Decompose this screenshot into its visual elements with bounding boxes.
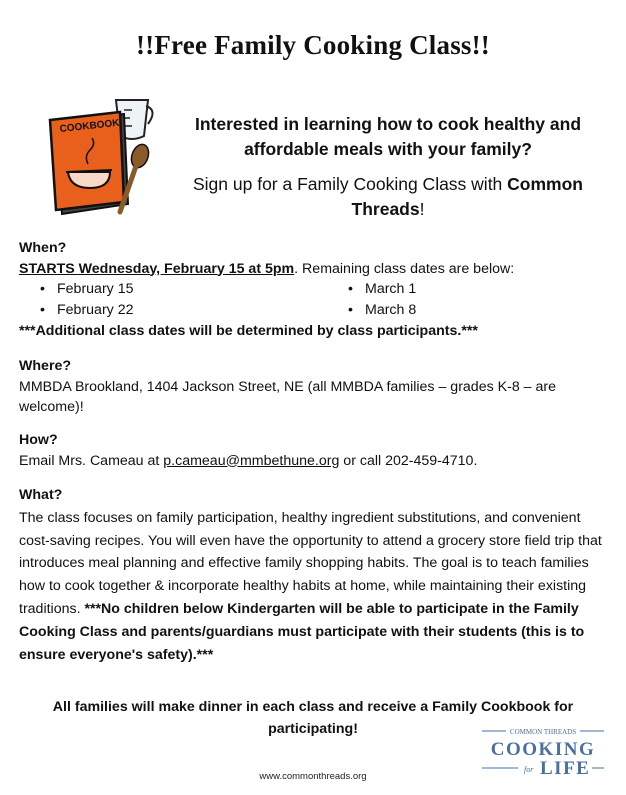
signup-suffix: !: [419, 199, 425, 219]
page-title: !!Free Family Cooking Class!!: [135, 30, 490, 60]
what-heading: What?: [19, 487, 63, 503]
footer-url: www.commonthreads.org: [259, 771, 367, 782]
intro-question: Interested in learning how to cook healthy and affordable meals with your family?: [194, 114, 582, 159]
how-prefix: Email Mrs. Cameau at: [19, 452, 164, 469]
when-start-line: [19, 259, 609, 280]
cookbook-label: COOKBOOK: [59, 117, 120, 135]
class-dates: [19, 279, 609, 321]
closing-text: All families will make dinner in each class and receive a Family Cookbook for participating!: [52, 699, 574, 737]
start-date: STARTS Wednesday, February 15 at 5pm: [19, 260, 295, 277]
remaining-text: . Remaining class dates are below:: [294, 260, 515, 277]
what-section: [19, 484, 609, 666]
date-item: March 1: [365, 281, 417, 297]
where-section: [19, 356, 609, 418]
dates-right-column: [327, 279, 416, 320]
signup-prefix: Sign up for a Family Cooking Class with: [193, 174, 508, 194]
how-suffix: or call 202-459-4710.: [339, 452, 478, 469]
logo-connector: for: [524, 765, 534, 774]
signup-org: Common Threads: [351, 174, 583, 219]
when-section: [19, 238, 609, 342]
list-item: • February 22: [40, 301, 134, 318]
date-item: February 22: [57, 301, 134, 318]
logo-top-text: COMMON THREADS: [509, 728, 577, 736]
when-heading: When?: [19, 240, 67, 256]
additional-dates-note: ***Additional class dates will be determined by class participants.***: [19, 323, 478, 339]
where-text: MMBDA Brookland, 1404 Jackson Street, NE (all MMBDA families – grades K-8 – are welcome)!: [19, 378, 556, 415]
date-item: March 8: [365, 301, 417, 318]
how-section: [19, 430, 609, 471]
how-text: [19, 451, 609, 472]
what-body: The class focuses on family participation, healthy ingredient substitutions, and convenient cost-saving recipes. You will even have the opportunity to attend a grocery store field trip that introduces meal planning and effective family shopping habits. The goal is to teach families how to cook together & incorporate healthy habits at home, while maintaining their existing traditions.: [19, 509, 602, 617]
dates-left-column: [19, 279, 134, 320]
how-heading: How?: [19, 432, 58, 448]
signup-line: [160, 172, 616, 222]
list-item: • March 8: [348, 301, 417, 318]
intro-block: [160, 112, 616, 222]
cookbook-icon: [50, 112, 128, 214]
age-requirement-note: ***No children below Kindergarten will be able to participate in the Family Cooking Class and parents/guardians must participate with their students (this is to ensure everyone's safety).***: [19, 600, 585, 663]
date-item: February 15: [57, 281, 134, 297]
cookbook-illustration: [40, 92, 160, 222]
logo-line2: LIFE: [540, 758, 591, 779]
logo-line1: COOKING: [490, 739, 596, 760]
list-item: • March 1: [348, 281, 417, 297]
what-text: [19, 507, 609, 667]
list-item: • February 15: [40, 281, 134, 297]
email-link[interactable]: p.cameau@mmbethune.org: [163, 452, 340, 469]
where-heading: Where?: [19, 358, 72, 374]
